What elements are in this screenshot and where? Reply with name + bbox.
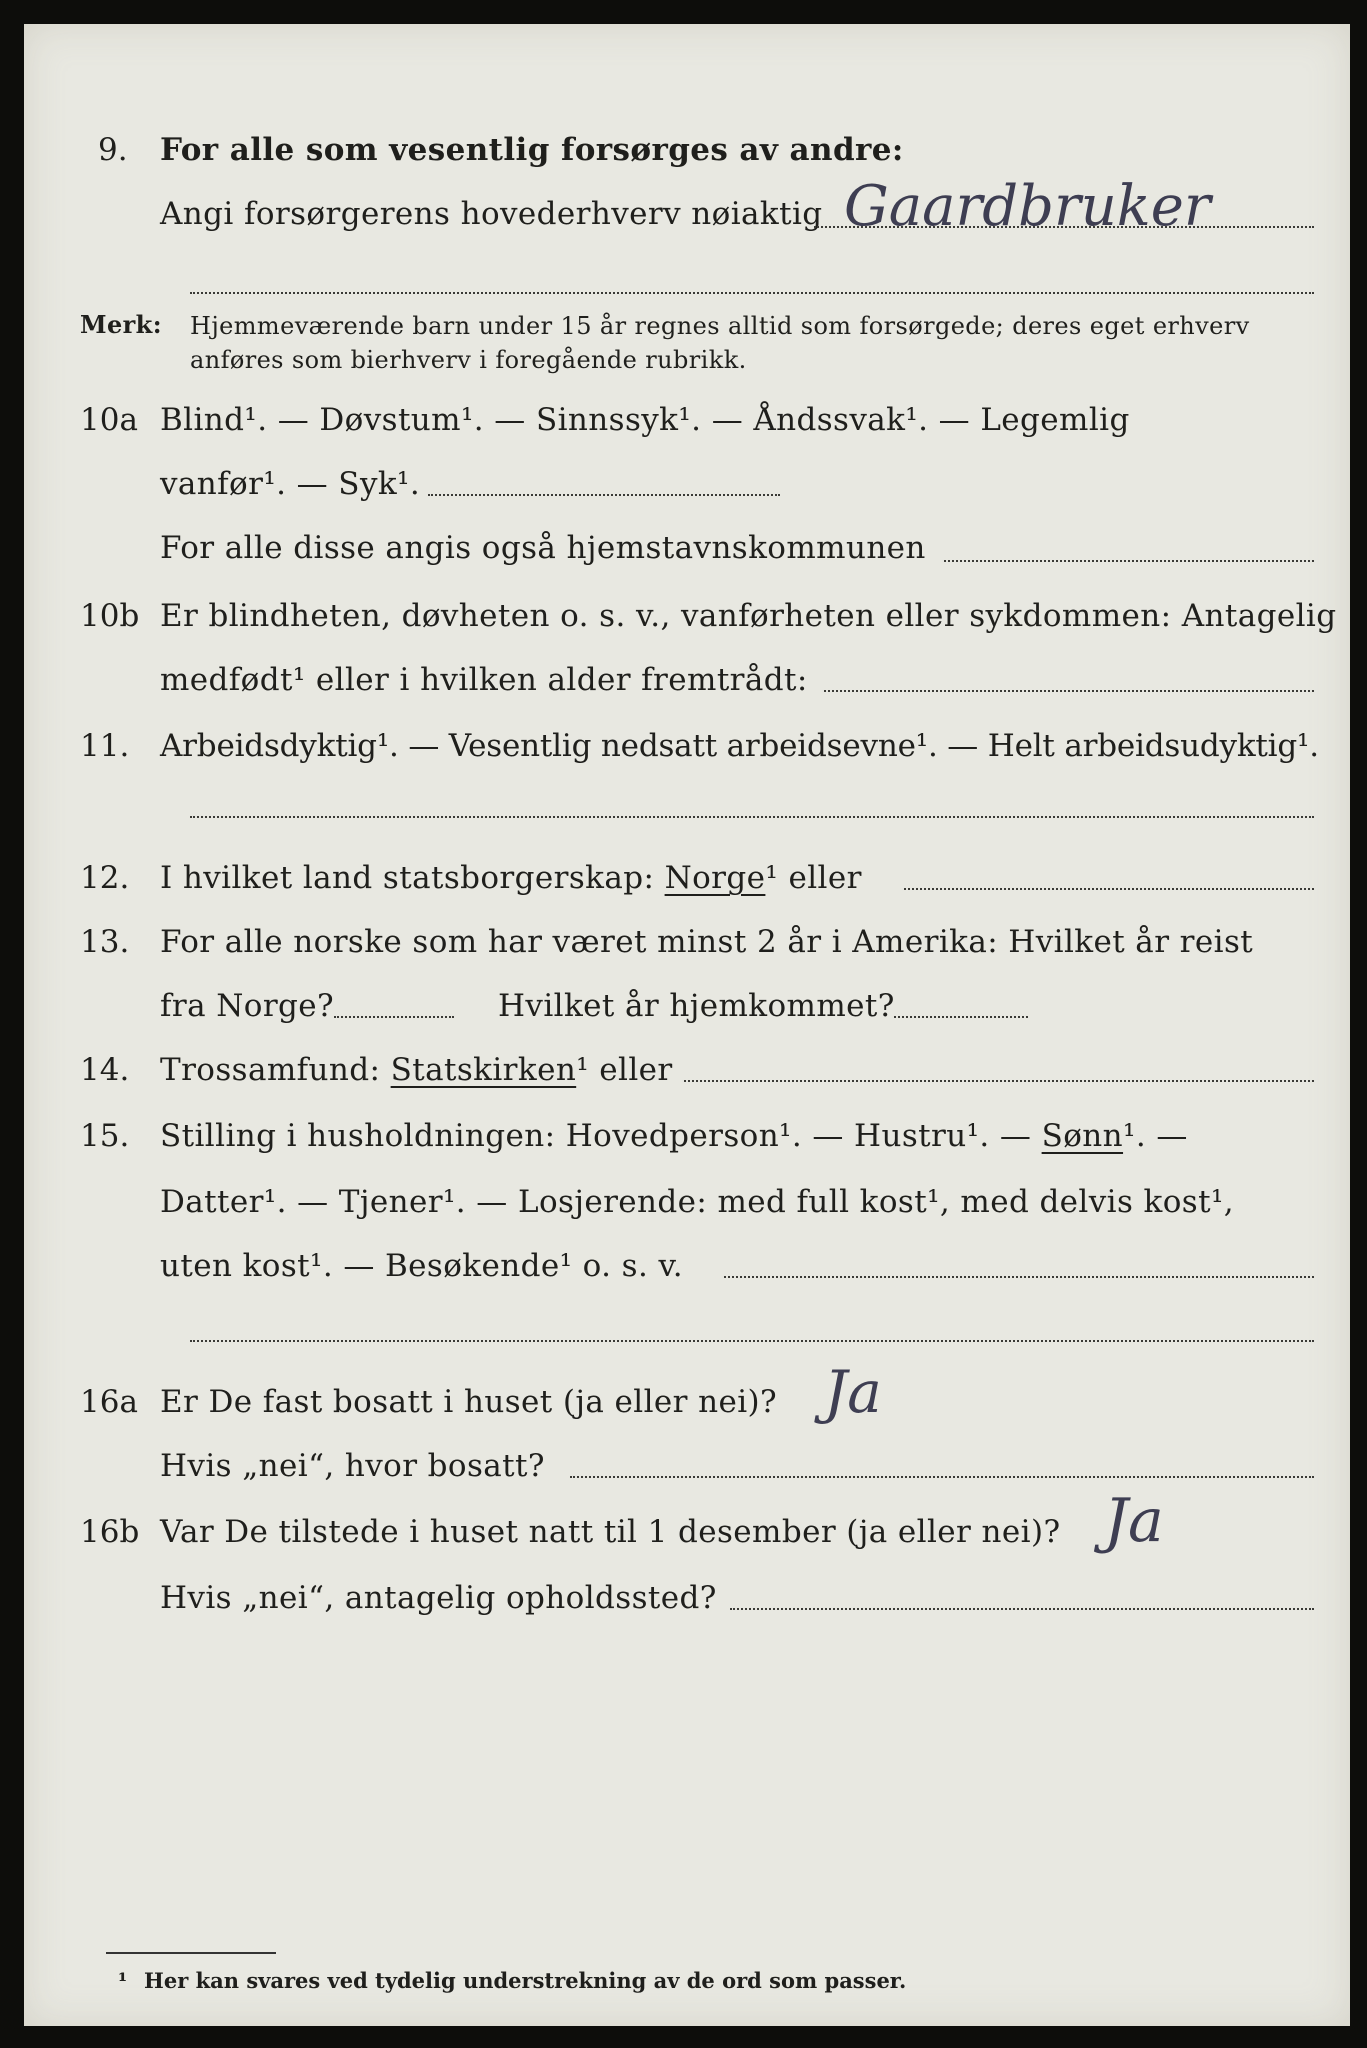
q10b-line1: Er blindheten, døvheten o. s. v., vanførheten eller sykdommen: Antagelig: [160, 598, 1337, 634]
q10b-answer-line: [824, 690, 1314, 692]
q15-line1-suffix: ¹. —: [1123, 1118, 1188, 1154]
q15-line2: Datter¹. — Tjener¹. — Losjerende: med full kost¹, med delvis kost¹,: [160, 1184, 1235, 1220]
q16a-number: 16a: [80, 1384, 138, 1420]
q11-line1: Arbeidsdyktig¹. — Vesentlig nedsatt arbeidsevne¹. — Helt arbeidsudyktig¹.: [160, 728, 1319, 764]
q10b-number: 10b: [80, 598, 140, 634]
q16b-answer-handwritten: Ja: [1104, 1486, 1164, 1556]
q14-underlined-statskirken: Statskirken: [390, 1052, 577, 1088]
q9-line2: Angi forsørgerens hovederhverv nøiaktig: [160, 196, 823, 232]
q13-hjemkommet-answer-line: [894, 1016, 1028, 1018]
q15-answer-line: [724, 1276, 1314, 1278]
q14-text: [160, 1052, 673, 1088]
q10a-syk-answer-line: [428, 494, 780, 496]
q12-prefix: I hvilket land statsborgerskap:: [160, 860, 655, 896]
footnote-text: Her kan svares ved tydelig understrekning av de ord som passer.: [144, 1968, 907, 1993]
census-form-page: [24, 24, 1350, 2026]
q15-separator: [190, 1340, 1314, 1342]
q16a-line2: Hvis „nei“, hvor bosatt?: [160, 1448, 545, 1484]
q11-number: 11.: [80, 728, 130, 764]
footnote-rule: [106, 1952, 276, 1954]
q10a-number: 10a: [80, 402, 138, 438]
merk-line1: Hjemmeværende barn under 15 år regnes alltid som forsørgede; deres eget erhverv: [190, 312, 1250, 340]
q14-suffix: ¹ eller: [576, 1052, 673, 1088]
q14-answer-line: [684, 1080, 1314, 1082]
q12-suffix: ¹ eller: [765, 860, 862, 896]
q14-prefix: Trossamfund:: [160, 1052, 381, 1088]
q16a-bosatt-answer-line: [570, 1476, 1314, 1478]
q16b-opholdssted-answer-line: [730, 1608, 1314, 1610]
q9-line1: For alle som vesentlig forsørges av andre:: [160, 132, 904, 168]
q12-number: 12.: [80, 860, 130, 896]
q13-number: 13.: [80, 924, 130, 960]
q13-line1: For alle norske som har været minst 2 år i Amerika: Hvilket år reist: [160, 924, 1254, 960]
q16b-line1: Var De tilstede i huset natt til 1 desember (ja eller nei)?: [160, 1514, 1061, 1550]
q15-underlined-sonn: Sønn: [1041, 1118, 1124, 1154]
merk-label: Merk:: [80, 310, 162, 339]
q9-answer-handwritten: Gaardbruker: [844, 174, 1211, 239]
q13-line2a: fra Norge?: [160, 988, 335, 1024]
q10a-line3: For alle disse angis også hjemstavnskommunen: [160, 530, 926, 566]
q13-reist-answer-line: [334, 1016, 454, 1018]
q15-line3: uten kost¹. — Besøkende¹ o. s. v.: [160, 1248, 683, 1284]
q11-separator: [190, 816, 1314, 818]
q10b-line2: medfødt¹ eller i hvilken alder fremtrådt:: [160, 662, 808, 698]
q13-line2b: Hvilket år hjemkommet?: [498, 988, 895, 1024]
q9-number: 9.: [98, 132, 128, 168]
q12-underlined-norge: Norge: [664, 860, 766, 896]
q16b-number: 16b: [80, 1514, 140, 1550]
q15-line1: [160, 1118, 1188, 1154]
q9-separator: [190, 292, 1314, 294]
q15-line1-text: Stilling i husholdningen: Hovedperson¹. — Hustru¹. —: [160, 1118, 1032, 1154]
q10a-line2: vanfør¹. — Syk¹.: [160, 466, 421, 502]
q12-text: [160, 860, 862, 896]
q12-answer-line: [904, 888, 1314, 890]
q10a-line1: Blind¹. — Døvstum¹. — Sinnssyk¹. — Åndssvak¹. — Legemlig: [160, 402, 1130, 438]
footnote-marker: ¹: [118, 1968, 128, 1993]
q15-number: 15.: [80, 1118, 130, 1154]
q16a-line1: Er De fast bosatt i huset (ja eller nei)?: [160, 1384, 778, 1420]
q10a-kommune-answer-line: [944, 560, 1314, 562]
merk-line2: anføres som bierhverv i foregående rubrikk.: [190, 346, 747, 374]
q16b-line2: Hvis „nei“, antagelig opholdssted?: [160, 1580, 717, 1616]
q14-number: 14.: [80, 1052, 130, 1088]
q16a-answer-handwritten: Ja: [824, 1358, 882, 1426]
